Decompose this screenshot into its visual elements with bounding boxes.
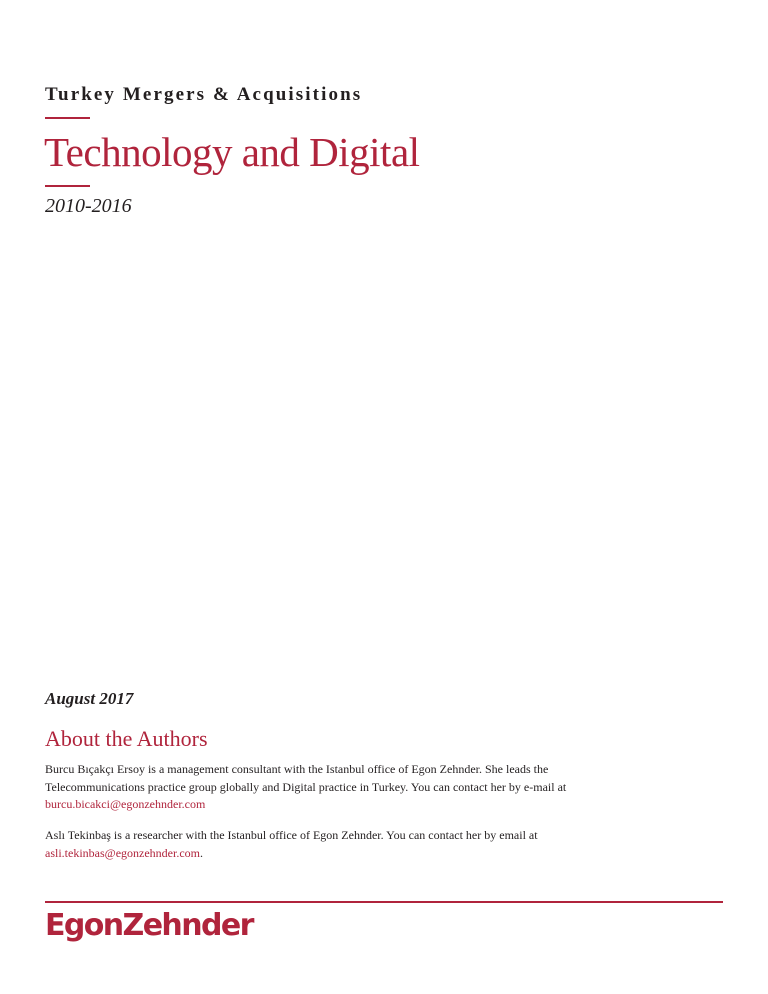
publication-date: August 2017: [45, 689, 134, 708]
title-top-divider: [45, 117, 90, 119]
egon-zehnder-logo: EgonZehnder: [45, 908, 253, 943]
footer-divider: [45, 901, 723, 903]
author-bio-line: Telecommunications practice group globally and Digital practice in Turkey. You can contact her by e-mail at: [45, 779, 567, 794]
title-bottom-divider: [45, 185, 90, 187]
document-subtitle: 2010-2016: [45, 195, 132, 217]
sentence-period: .: [200, 845, 204, 860]
document-supertitle: Turkey Mergers & Acquisitions: [45, 84, 363, 105]
document-title: Technology and Digital: [44, 129, 420, 175]
author-bio-asli: [45, 827, 685, 862]
author-bio-burcu: [45, 761, 685, 814]
author-email-link[interactable]: asli.tekinbas@egonzehnder.com: [45, 845, 201, 860]
author-bio-line: Burcu Bıçakçı Ersoy is a management consultant with the Istanbul office of Egon Zehnder. She leads the: [45, 762, 549, 776]
author-email-link[interactable]: burcu.bicakci@egonzehnder.com: [45, 797, 206, 811]
author-bio-line: Aslı Tekinbaş is a researcher with the Istanbul office of Egon Zehnder. You can contact her by email at: [45, 828, 538, 842]
authors-heading: About the Authors: [45, 726, 208, 751]
